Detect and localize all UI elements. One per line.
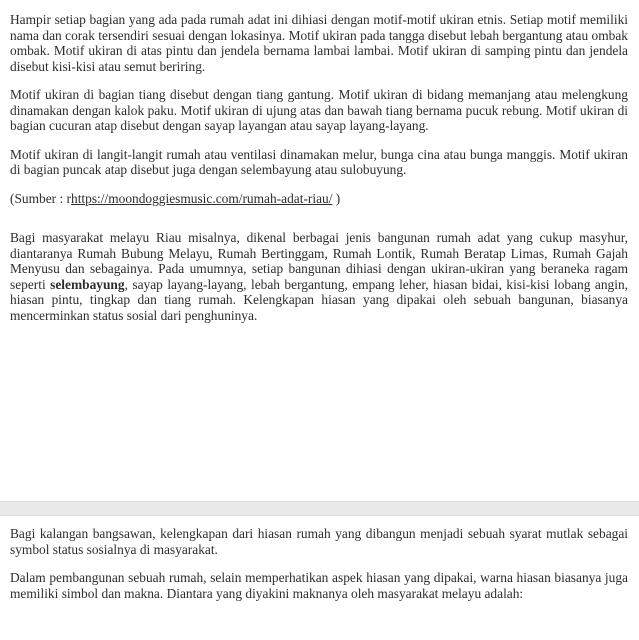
paragraph-bangsawan: Bagi kalangan bangsawan, kelengkapan dari hiasan rumah yang dibangun menjadi sebuah syarat mutlak sebagai symbol status sosialnya di masyarakat. (10, 526, 628, 557)
paragraph-warna-hiasan: Dalam pembangunan sebuah rumah, selain memperhatikan aspek hiasan yang dipakai, warna hiasan biasanya juga memiliki simbol dan makna. Diantara yang diyakini maknanya oleh masyarakat melayu adalah: (10, 570, 628, 601)
paragraph-rumah-adat-riau-text-a: Bagi masyarakat melayu Riau misalnya, dikenal berbagai jenis bangunan rumah adat yang cukup masyhur, diantaranya Rumah Bubung Melayu, Rumah Bertinggam, Rumah Lontik, Rumah Beratap Limas, Rumah Gajah Menyusu dan sebagainya. Pada umumnya, setiap bangunan dihiasi dengan ukiran-ukiran yang beraneka ragam seperti (10, 230, 628, 292)
paragraph-motif-langit: Motif ukiran di langit-langit rumah atau ventilasi dinamakan melur, bunga cina atau bunga manggis. Motif ukiran di bagian puncak atap disebut juga dengan selembayung atau sulobuyung. (10, 146, 628, 177)
paragraph-motif-tiang: Motif ukiran di bagian tiang disebut dengan tiang gantung. Motif ukiran di bidang memanjang atau melengkung dinamakan dengan kalok paku. Motif ukiran di ujung atas dan bawah tiang bernama pucuk rebung. Motif ukiran di bagian cucuran atap disebut dengan sayap layangan atau sayap layang-layang. (10, 87, 628, 133)
paragraph-rumah-adat-riau-text-b: , sayap layang-layang, lebah bergantung, empang leher, hiasan bidai, kisi-kisi lobang angin, hiasan pintu, tingkap dan tiang rumah. Kelengkapan hiasan yang dipakai oleh sebuah bangunan, biasanya mencerminkan status sosial dari penghuninya. (10, 276, 628, 323)
source-prefix: (Sumber : r (10, 190, 71, 206)
paragraph-motif-intro: Hampir setiap bagian yang ada pada rumah adat ini dihiasi dengan motif-motif ukiran etnis. Setiap motif memiliki nama dan corak tersendiri sesuai dengan lokasinya. Motif ukiran pada tangga disebut lebah bergantung atau ombak ombak. Motif ukiran di atas pintu dan jendela bernama lambai lambai. Motif ukiran di samping pintu dan jendela disebut kisi-kisi atau semut beriring. (10, 12, 628, 74)
source-link[interactable]: https://moondoggiesmusic.com/rumah-adat-riau/ (71, 190, 333, 206)
source-line (10, 191, 628, 207)
paragraph-rumah-adat-riau (10, 230, 628, 323)
source-suffix: ) (332, 190, 341, 206)
bold-term-selembayung: selembayung (50, 276, 125, 292)
page-break (0, 501, 639, 516)
